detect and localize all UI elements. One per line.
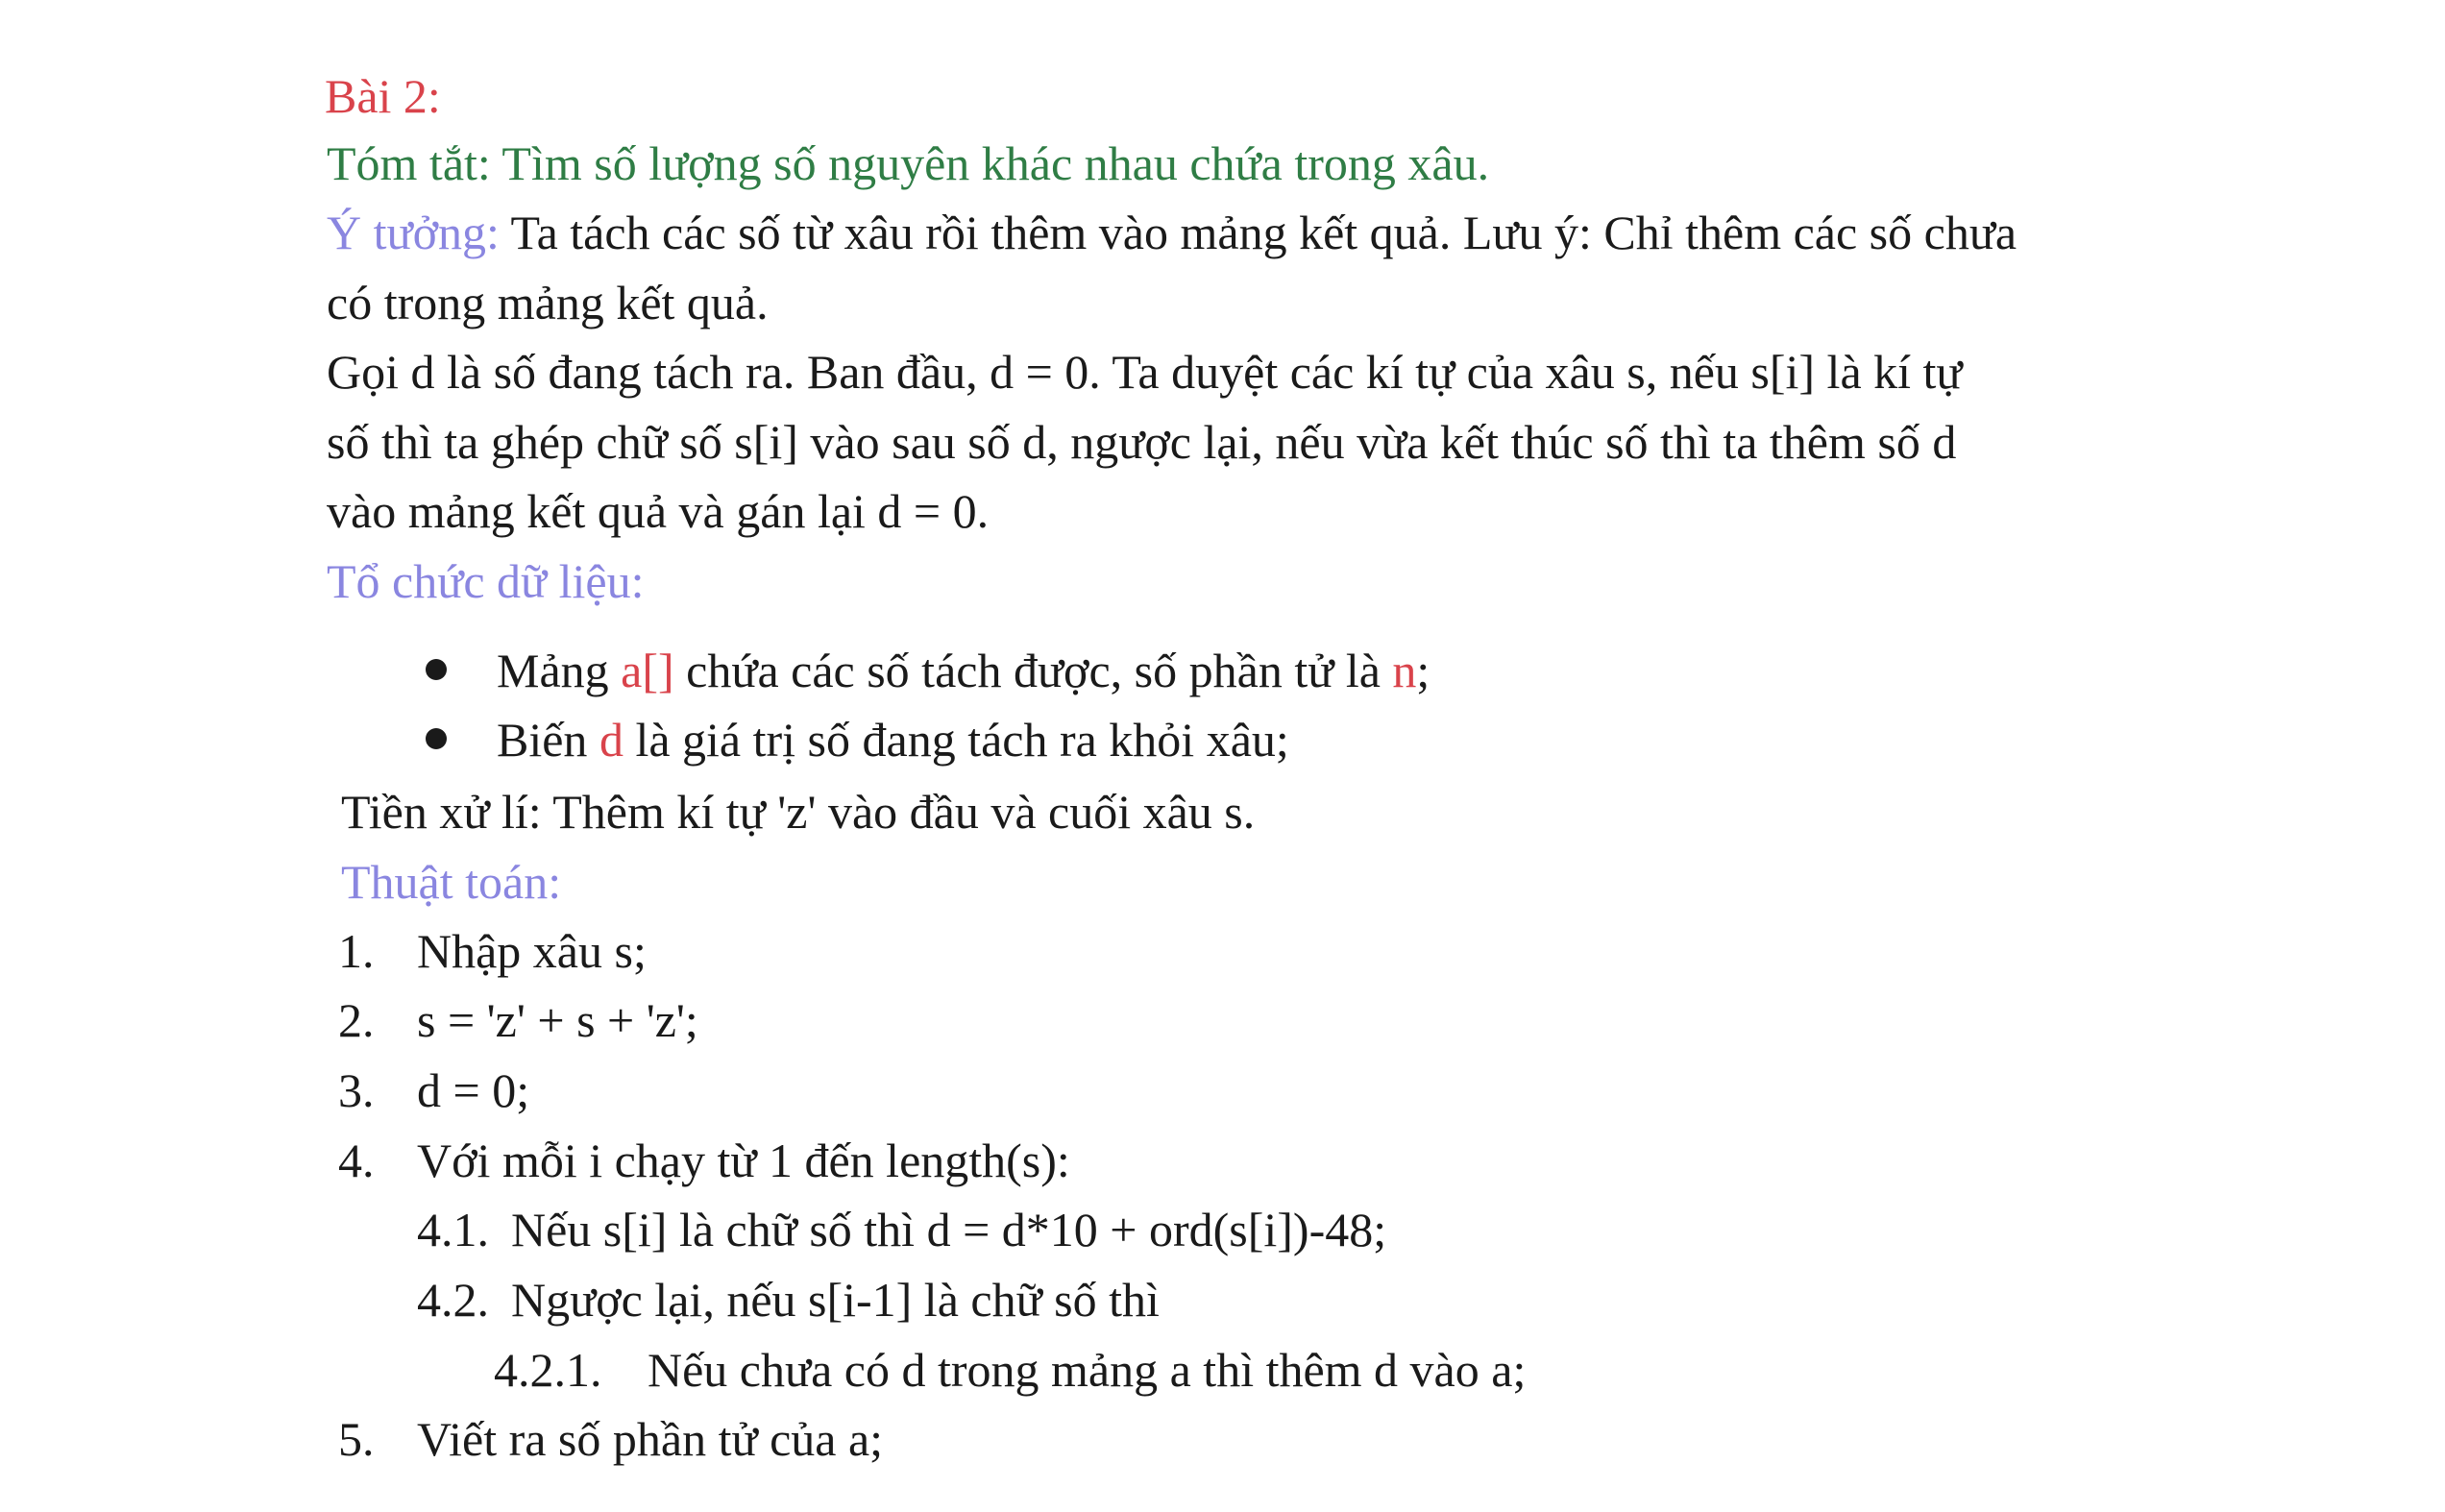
summary-label: Tóm tắt: — [327, 136, 491, 190]
algorithm-step-4-2-1 — [494, 1341, 1526, 1399]
explanation-line-3: vào mảng kết quả và gán lại d = 0. — [327, 484, 990, 538]
explanation-line-2: số thì ta ghép chữ số s[i] vào sau số d, ngược lại, nếu vừa kết thúc số thì ta thêm số d — [327, 415, 1957, 469]
bullet1-pre: Mảng — [497, 644, 622, 697]
algorithm-step-4-1 — [417, 1201, 1386, 1258]
step-text: Ngược lại, nếu s[i-1] là chữ số thì — [511, 1273, 1160, 1327]
bullet1-mid: chứa các số tách được, số phần tử là — [673, 644, 1393, 697]
data-org-label: Tổ chức dữ liệu: — [327, 554, 645, 608]
bullet2-post: là giá trị số đang tách ra khỏi xâu; — [623, 713, 1289, 767]
idea-line-1 — [327, 204, 2017, 261]
bullet-item-1 — [497, 642, 1430, 699]
bullet1-var-a: a[] — [621, 644, 674, 697]
bullet1-var-n: n — [1392, 644, 1417, 697]
algorithm-step-2 — [338, 991, 698, 1049]
step-text: Viết ra số phần tử của a; — [417, 1412, 884, 1466]
step-text: Nếu s[i] là chữ số thì d = d*10 + ord(s[i])-48; — [511, 1203, 1387, 1256]
step-number: 1. — [338, 924, 375, 978]
step-number: 4. — [338, 1134, 375, 1187]
idea-label: Ý tưởng: — [327, 206, 500, 259]
step-text: Nếu chưa có d trong mảng a thì thêm d vào a; — [648, 1343, 1527, 1397]
bullet2-var-d: d — [599, 713, 623, 767]
step-text: s = 'z' + s + 'z'; — [417, 993, 698, 1047]
algorithm-step-4 — [338, 1132, 1070, 1189]
summary-text: Tìm số lượng số nguyên khác nhau chứa trong xâu. — [490, 136, 1490, 190]
bullet-dot-2 — [426, 728, 447, 749]
step-number: 4.1. — [417, 1203, 489, 1256]
algorithm-step-5 — [338, 1410, 883, 1468]
step-text: Nhập xâu s; — [417, 924, 647, 978]
explanation-line-1: Gọi d là số đang tách ra. Ban đầu, d = 0. Ta duyệt các kí tự của xâu s, nếu s[i] là kí tự — [327, 345, 1963, 399]
algorithm-step-1 — [338, 922, 647, 980]
idea-text-1: Ta tách các số từ xâu rồi thêm vào mảng kết quả. Lưu ý: Chỉ thêm các số chưa — [499, 206, 2017, 259]
step-text: d = 0; — [417, 1063, 530, 1117]
idea-line-2: có trong mảng kết quả. — [327, 276, 769, 329]
step-number: 5. — [338, 1412, 375, 1466]
preprocess-line: Tiền xử lí: Thêm kí tự 'z' vào đầu và cuối xâu s. — [341, 785, 1256, 839]
algorithm-step-3 — [338, 1061, 529, 1119]
exercise-heading: Bài 2: — [325, 69, 441, 123]
step-number: 2. — [338, 993, 375, 1047]
summary-line — [327, 134, 1489, 192]
bullet-dot-1 — [426, 659, 447, 680]
bullet-item-2 — [497, 711, 1289, 768]
bullet2-pre: Biến — [497, 713, 599, 767]
step-number: 4.2.1. — [494, 1343, 602, 1397]
step-number: 3. — [338, 1063, 375, 1117]
algorithm-label: Thuật toán: — [341, 855, 562, 909]
algorithm-step-4-2 — [417, 1271, 1160, 1329]
bullet1-post: ; — [1416, 644, 1430, 697]
step-text: Với mỗi i chạy từ 1 đến length(s): — [417, 1134, 1070, 1187]
step-number: 4.2. — [417, 1273, 489, 1327]
